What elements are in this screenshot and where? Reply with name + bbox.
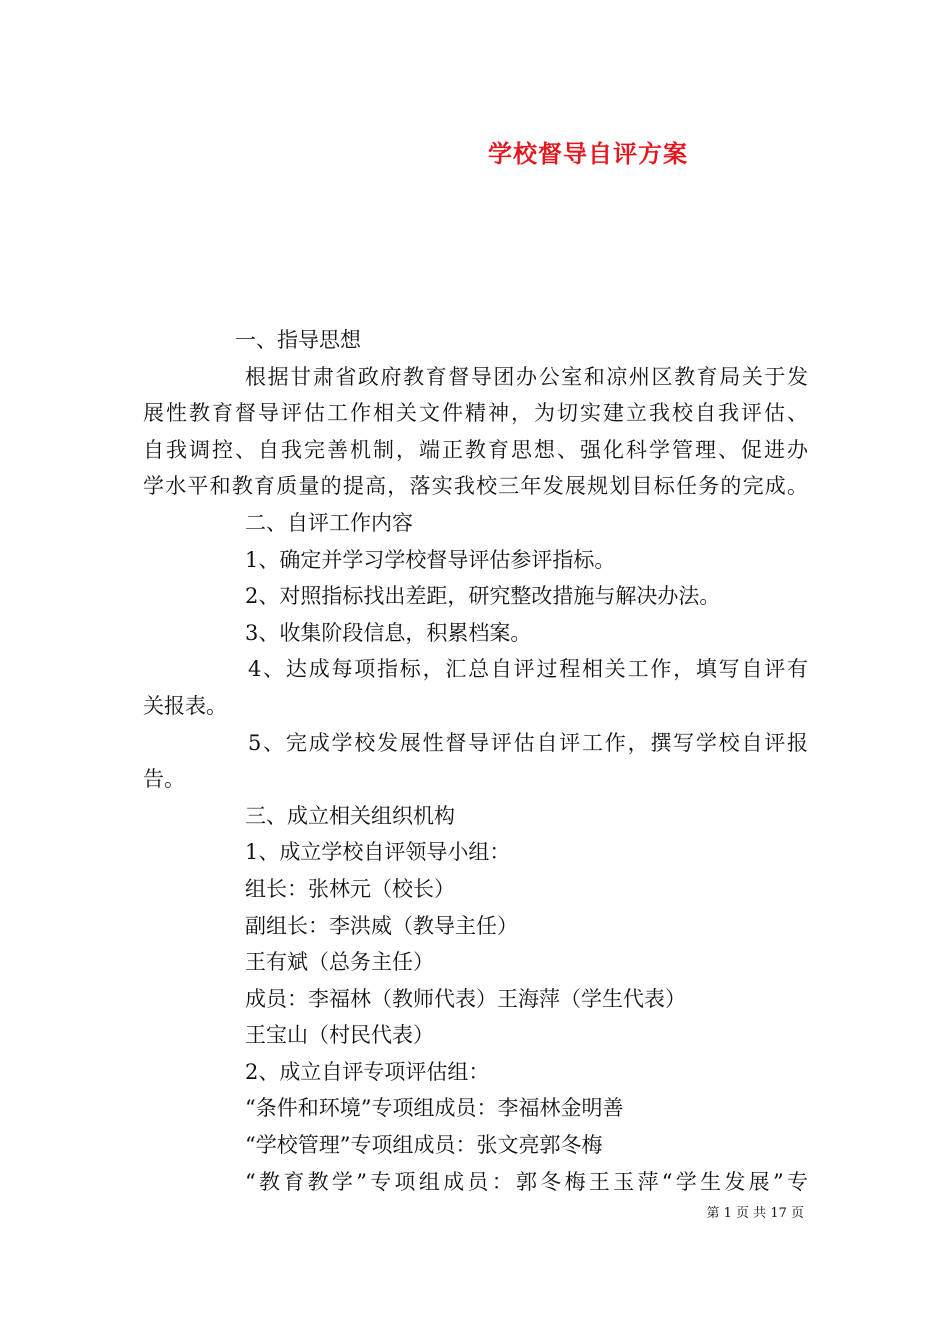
paragraph-line: 根据甘肃省政府教育督导团办公室和凉州区教育局关于发	[245, 364, 808, 389]
section-heading: 三、成立相关组织机构	[245, 803, 455, 828]
page-footer: 第 1 页 共 17 页	[706, 1206, 804, 1221]
document-title: 学校督导自评方案	[488, 139, 688, 168]
list-item: 组长：张林元（校长）	[245, 876, 455, 901]
list-item: “条件和环境”专项组成员：李福林金明善	[245, 1096, 624, 1121]
list-item: “教育教学”专项组成员：郭冬梅王玉萍“学生发展”专	[245, 1169, 808, 1194]
list-item: 王宝山（村民代表）	[245, 1023, 434, 1048]
list-item: 王有斌（总务主任）	[245, 950, 434, 975]
list-item: 2、成立自评专项评估组：	[245, 1059, 490, 1084]
list-item: 2、对照指标找出差距，研究整改措施与解决办法。	[245, 584, 721, 609]
section-heading: 一、指导思想	[235, 328, 361, 352]
list-item: 1、成立学校自评领导小组：	[245, 840, 511, 865]
section-heading: 二、自评工作内容	[245, 510, 413, 535]
list-item-continuation: 关报表。	[143, 693, 227, 718]
list-item-continuation: 告。	[143, 767, 185, 792]
list-item: “学校管理”专项组成员：张文亮郭冬梅	[245, 1133, 603, 1158]
paragraph-line: 展性教育督导评估工作相关文件精神，为切实建立我校自我评估、	[143, 401, 808, 426]
list-item: 3、收集阶段信息，积累档案。	[245, 620, 532, 645]
list-item: 4、达成每项指标，汇总自评过程相关工作，填写自评有	[248, 657, 808, 682]
list-item: 1、确定并学习学校督导评估参评指标。	[245, 547, 616, 572]
list-item: 副组长：李洪威（教导主任）	[245, 913, 518, 938]
paragraph-line: 自我调控、自我完善机制，端正教育思想、强化科学管理、促进办	[143, 437, 808, 462]
list-item: 5、完成学校发展性督导评估自评工作，撰写学校自评报	[248, 730, 808, 755]
document-body	[143, 322, 808, 1200]
list-item: 成员：李福林（教师代表）王海萍（学生代表）	[245, 986, 686, 1011]
paragraph-line: 学水平和教育质量的提高，落实我校三年发展规划目标任务的完成。	[143, 474, 808, 499]
